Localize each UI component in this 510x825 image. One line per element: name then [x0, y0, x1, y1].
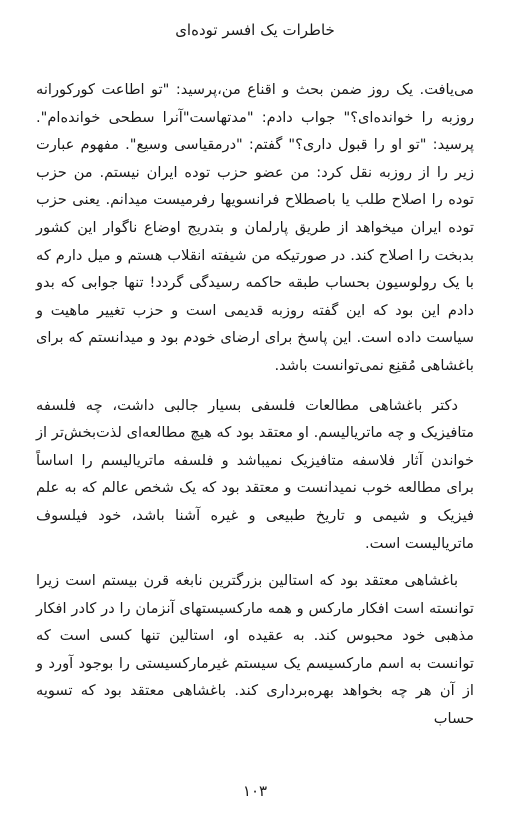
paragraph-3: باغشاهی معتقد بود که استالین بزرگترین نابغه قرن بیستم است زیرا توانسته است افکار مارکس و همه مارکسیستهای آنزمان را در کادر افکار مذهبی خود محبوس کند. به عقیده او، استالین تنها کسی است که توانست به اسم مارکسیسم یک سیستم غیرمارکسیستی را بوجود آورد و از آن هر چه بخواهد بهره‌برداری کند. باغشاهی معتقد بود که تسویه حساب [36, 572, 474, 728]
paragraph-2: دکتر باغشاهی مطالعات فلسفی بسیار جالبی داشت، چه فلسفه متافیزیک و چه ماتریالیسم. او معتقد بود که هیچ مطالعه‌ای لذت‌بخش‌تر از خواندن آثار فلاسفه متافیزیک نمیباشد و فلسفه ماتریالیسم را اساساً برای مطالعه خوب نمیدانست و معتقد بود که یک شخص عالم که به علم فیزیک و شیمی و تاریخ طبیعی و غیره آشنا باشد، خود فیلسوف ماتریالیست است. [36, 396, 474, 552]
running-header: خاطرات یک افسر توده‌ای [175, 21, 335, 39]
page-number: ۱۰۳ [242, 782, 268, 800]
paragraph-1: می‌یافت. یک روز ضمن بحث و اقناع من،پرسید: "تو اطاعت کورکورانه روزبه را خوانده‌ای؟" جواب دادم: "مدتهاست"آنرا سطحی خوانده‌ام". پرسید: "تو او را قبول داری؟" گفتم: "درمقیاسی وسیع". مفهوم عبارت زیر را از روزبه نقل کرد: من عضو حزب توده ایران نیستم. من حزب توده را اصلاح طلب یا باصطلاح فرانسویها رفرمیست میدانم. یعنی حزب توده ایران میخواهد از طریق پارلمان و بتدریج اوضاع ناگوار این کشور بدبخت را اصلاح کند. در صورتیکه من شیفته انقلاب هستم و میل دارم که با یک رولوسیون بحساب طبقه حاکمه رسیدگی گردد! تنها جوابی که بدو دادم این بود که این گفته روزبه قدیمی است و حزب تغییر ماهیت و سیاست داده است. این پاسخ برای ارضای خودم بود و میدانستم که برای باغشاهی مُقنِع نمی‌توانست باشد. [36, 81, 474, 374]
